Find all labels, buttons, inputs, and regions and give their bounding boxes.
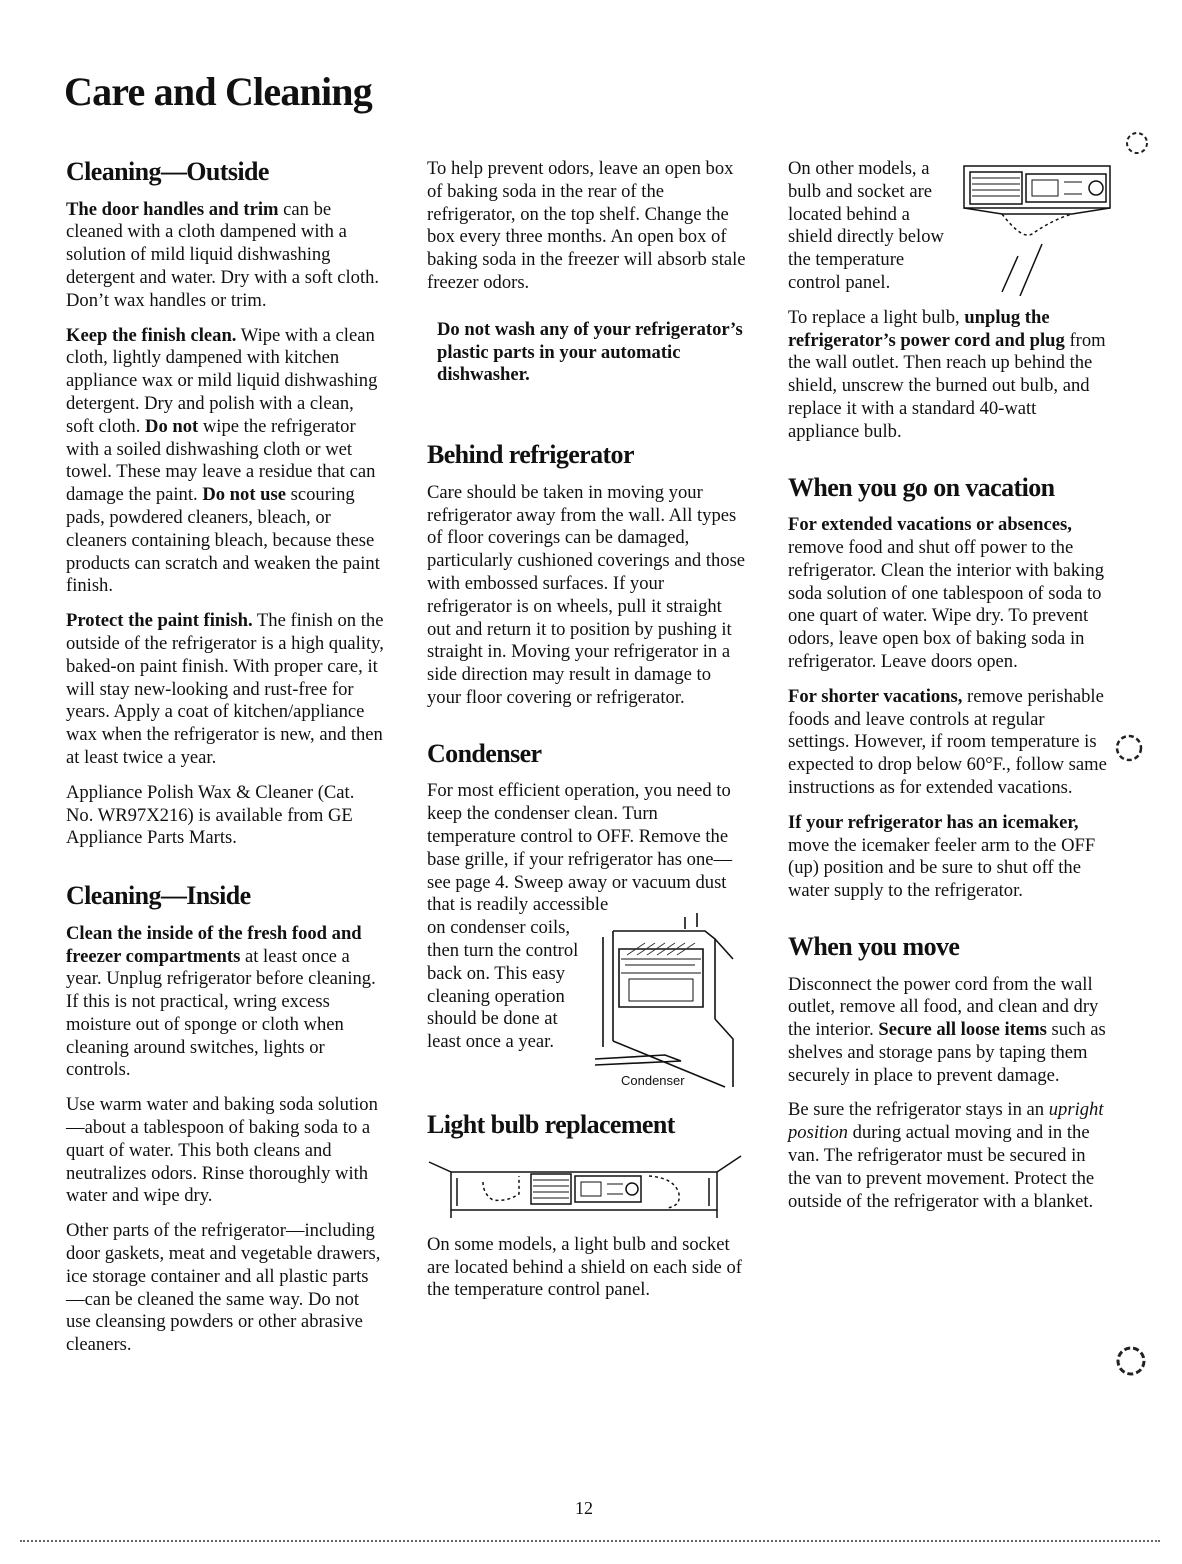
text: wipe the refrigerator with a soiled dishwashing cloth or wet towel. These may leave a residue that can damage the paint. [66,415,376,506]
italic-text: upright position [788,1099,1104,1144]
column-2 [427,158,747,1314]
page-title: Care and Cleaning [64,69,372,114]
section-heading-condenser: Condenser [427,738,542,768]
paragraph-baking-soda: Use warm water and baking soda solution—about a tablespoon of baking soda to a quart of water. This both cleans and neutralizes odors. Rinse thoroughly with water and wipe dry. [66,1094,378,1207]
binder-hole-mark-top [1122,128,1152,158]
bold-text: The door handles and trim [66,198,279,220]
text: can be cleaned with a cloth dampened with a solution of mild liquid dishwashing detergent and water. Dry with a soft cloth. Don’t wax handles or trim. [66,198,380,311]
column-3 [788,158,1108,1225]
section-heading-light-bulb: Light bulb replacement [427,1110,675,1140]
bold-text: Clean the inside of the fresh food and freezer compartments [66,922,362,967]
text: such as shelves and storage pans by taping them securely in place to prevent damage. [788,1019,1106,1086]
section-heading-cleaning-inside: Cleaning—Inside [66,881,251,911]
paragraph-disconnect [788,974,1108,1088]
section-heading-vacation: When you go on vacation [788,472,1055,502]
text: move the icemaker feeler arm to the OFF (up) position and be sure to shut off the water supply to the refrigerator. [788,834,1096,902]
section-heading-move: When you move [788,931,960,961]
column-1 [66,158,386,1369]
paragraph-condenser-1: For most efficient operation, you need to keep the condenser clean. Turn temperature control to OFF. Remove the base grille, if your refrigerator has one—see page 4. Sweep away or vacuum dust that is readily accessible [427,780,733,916]
condenser-illustration [585,909,735,1099]
text: from the wall outlet. Then reach up behind the shield, unscrew the burned out bulb, and replace it with a standard 40-watt appliance bulb. [788,329,1106,442]
bold-text: For extended vacations or absences, [788,514,1072,536]
paragraph-shorter-vacations [788,686,1108,800]
paragraph-protect-finish [66,610,386,770]
other-models-block [788,158,1108,295]
paragraph-behind-refrigerator: Care should be taken in moving your refrigerator away from the wall. All types of floor coverings can be damaged, particularly cushioned coverings and those with embossed surfaces. If your refrigerator is on wheels, pull it straight out and return it to position by pushing it straight in. Moving your refrigerator in a side direction may result in damage to your floor covering or refrigerator. [427,481,746,708]
bold-text: unplug the refrigerator’s power cord and plug [788,306,1065,351]
paragraph-extended-vacations [788,514,1108,674]
paragraph-finish-clean [66,325,386,599]
section-heading-cleaning-outside: Cleaning—Outside [66,157,269,186]
bold-text: Do not [145,415,199,437]
text: Disconnect the power cord from the wall outlet, remove all food, and clean and dry the interior. [788,973,1099,1041]
text: at least once a year. Unplug refrigerator before cleaning. If this is not practical, wring excess moisture out of sponge or cloth when cleaning around switches, lights or controls. [66,945,376,1081]
bold-text: For shorter vacations, [788,685,963,707]
paragraph-door-handles [66,199,386,313]
text: remove perishable foods and leave controls at regular settings. However, if room temperature is expected to drop below 60°F., follow same instructions as for extended vacations. [788,685,1107,798]
binder-hole-mark-middle [1114,728,1144,768]
section-heading-behind-refrigerator: Behind refrigerator [427,440,634,470]
paragraph-prevent-odors: To help prevent odors, leave an open box of baking soda in the rear of the refrigerator, on the top shelf. Change the box every three months. An open box of baking soda in the freezer will absorb stale freezer odors. [427,158,746,293]
text: To replace a light bulb, [788,306,965,328]
paragraph-other-models: On other models, a bulb and socket are located behind a shield directly below the temperature control panel. [788,158,944,293]
bold-text: Protect the paint finish. [66,610,253,632]
text: scouring pads, powdered cleaners, bleach, or cleaners containing bleach, because these products can scratch and weaken the paint finish. [66,484,380,597]
paragraph-polish-wax: Appliance Polish Wax & Cleaner (Cat. No. WR97X216) is available from GE Appliance Parts Marts. [66,781,355,849]
binder-hole-mark-bottom [1114,1340,1148,1382]
paragraph-clean-inside [66,923,386,1083]
text: remove food and shut off power to the refrigerator. Clean the interior with baking soda solution of one tablespoon of soda to one quart of water. Wipe dry. To prevent odors, leave open box of baking soda in refrigerator. Leave doors open. [788,536,1104,672]
bold-text: If your refrigerator has an icemaker, [788,811,1079,833]
paragraph-condenser-2: on condenser coils, then turn the control back on. This easy cleaning operation should be done at least once a year. [427,917,579,1053]
text: The finish on the outside of the refrigerator is a high quality, baked-on paint finish. With proper care, it will stay new-looking and rust-free for years. Apply a coat of kitchen/appliance wax when the refrigerator is new, and then at least twice a year. [66,610,384,768]
bold-text: Do not use [202,484,286,506]
condenser-block [427,917,747,1093]
condenser-caption: Condenser [621,1073,685,1089]
warning-dishwasher: Do not wash any of your refrigerator’s plastic parts in your automatic dishwasher. [437,318,743,386]
scan-edge-noise [20,1540,1160,1548]
paragraph-replace-bulb [788,307,1108,444]
text: Wipe with a clean cloth, lightly dampened with kitchen appliance wax or mild liquid dishwashing detergent. Dry and polish with a clean, soft cloth. [66,324,378,437]
light-bulb-shield-illustration [427,1154,747,1222]
page-number: 12 [575,1498,593,1518]
paragraph-upright [788,1099,1108,1213]
paragraph-light-bulb: On some models, a light bulb and socket are located behind a shield on each side of the temperature control panel. [427,1233,742,1301]
paragraph-other-parts: Other parts of the refrigerator—including door gaskets, meat and vegetable drawers, ice storage container and all plastic parts—can be cleaned the same way. Do not use cleansing powders or other abrasive cleaners. [66,1220,381,1356]
paragraph-icemaker [788,812,1108,903]
bold-text: Secure all loose items [878,1019,1047,1041]
bold-text: Keep the finish clean. [66,324,237,346]
shield-panel-illustration [962,160,1112,296]
text: during actual moving and in the van. The refrigerator must be secured in the van to prevent movement. Protect the outside of the refrigerator with a blanket. [788,1122,1095,1212]
text: Be sure the refrigerator stays in an [788,1099,1049,1121]
